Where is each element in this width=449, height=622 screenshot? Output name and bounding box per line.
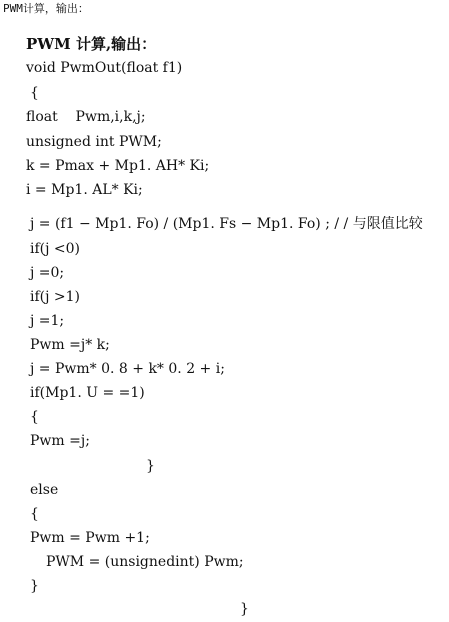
code-line: { (30, 85, 39, 101)
section-heading: PWM 计算,输出： (26, 35, 157, 53)
code-line: k = Pmax + Mp1. AH* Ki; (26, 158, 210, 174)
code-line: j = Pwm* 0. 8 + k* 0. 2 + i; (30, 361, 225, 377)
code-line: if(Mp1. U = =1) (30, 385, 145, 401)
code-line: Pwm =j* k; (30, 337, 110, 353)
code-line: if(j <0) (30, 241, 81, 257)
code-line: } (146, 458, 155, 474)
code-line: void PwmOut(float f1) (26, 60, 183, 76)
code-line: else (30, 482, 59, 498)
code-line: } (30, 578, 39, 594)
code-line: { (30, 409, 39, 425)
code-line: if(j >1) (30, 289, 81, 305)
code-line: i = Mp1. AL* Ki; (26, 182, 143, 198)
code-line: j = (f1 − Mp1. Fo) / (Mp1. Fs − Mp1. Fo) ; / / 与限值比较 (30, 216, 423, 232)
code-line: j =1; (30, 313, 65, 329)
code-line: Pwm = Pwm +1; (30, 530, 150, 546)
code-line: float Pwm,i,k,j; (26, 109, 146, 125)
code-line: } (240, 601, 249, 617)
code-line: j =0; (30, 265, 65, 281)
code-line: Pwm =j; (30, 433, 90, 449)
code-line: { (30, 506, 39, 522)
code-line: PWM = (unsignedint) Pwm; (46, 554, 244, 570)
page-caption: PWM计算，输出： (3, 2, 89, 15)
code-line: unsigned int PWM; (26, 134, 162, 150)
